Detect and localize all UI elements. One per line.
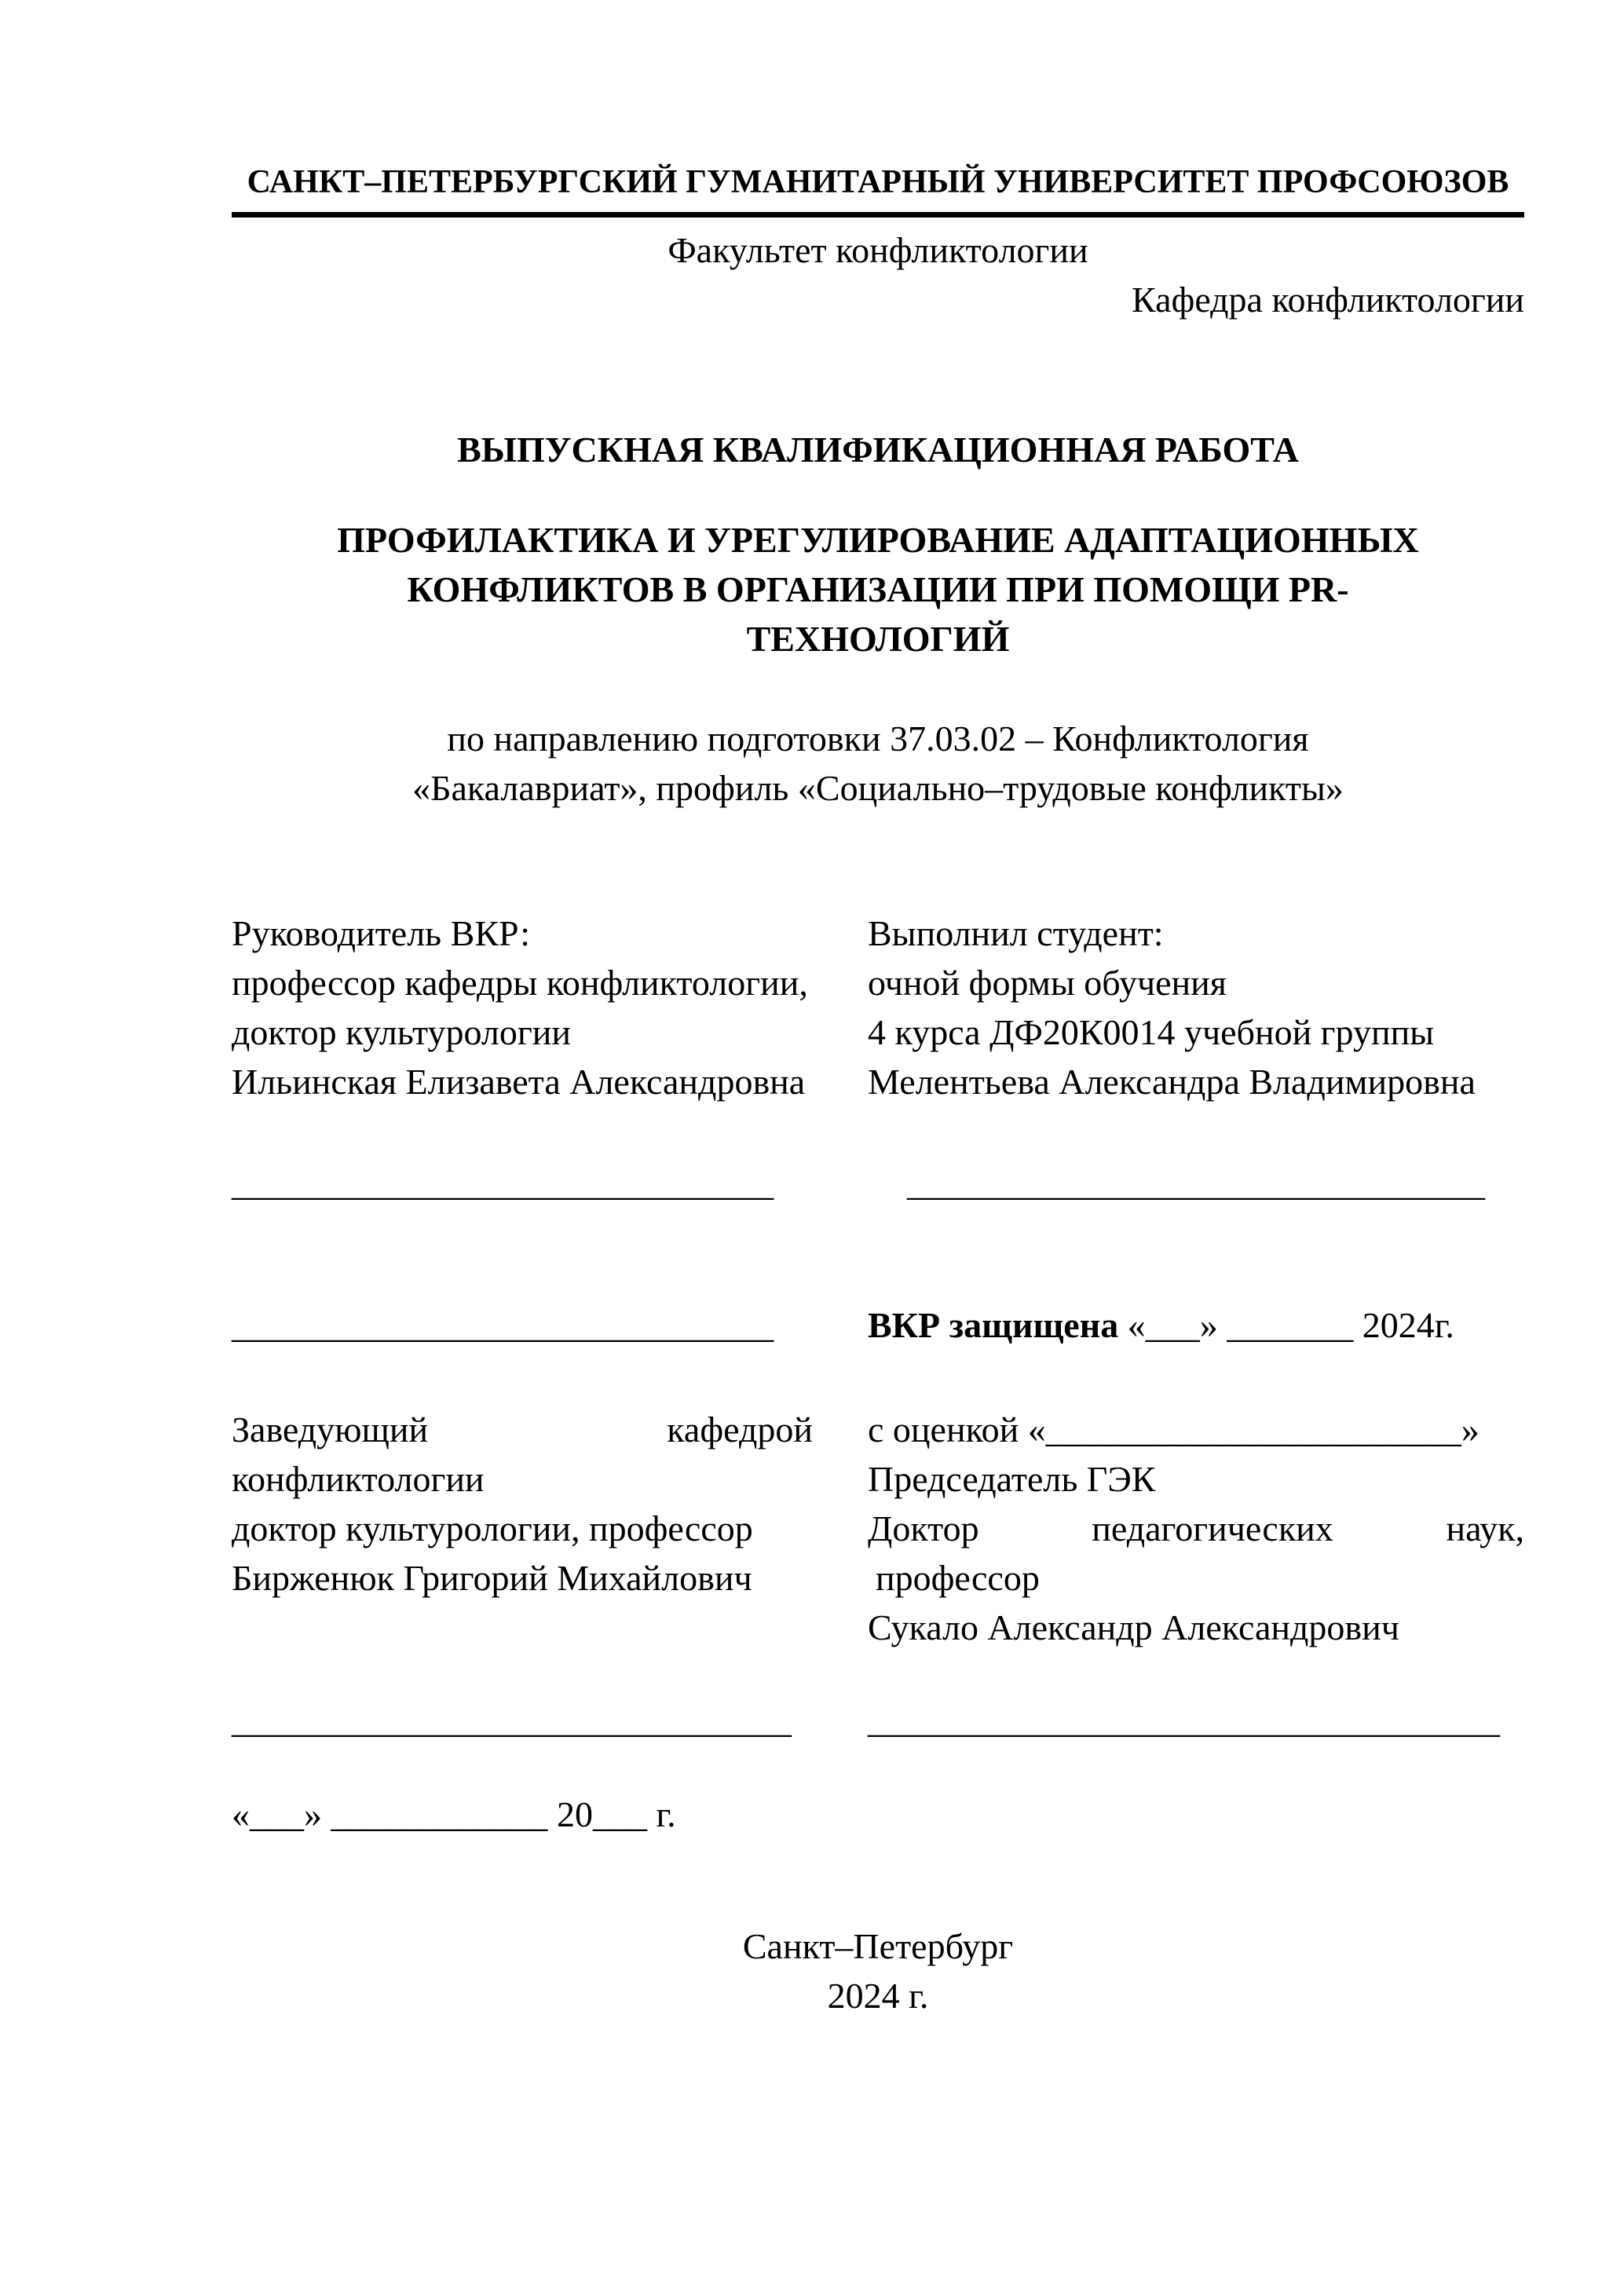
department-head-column <box>232 1405 868 1652</box>
supervisor-degree: доктор культурологии <box>232 1012 571 1052</box>
footer-city: Санкт–Петербург <box>742 1926 1014 1966</box>
student-role-label: Выполнил студент: <box>868 913 1164 953</box>
chairman-degree-word-3: наук, <box>1446 1508 1524 1548</box>
supervisor-signature-cell <box>232 1158 868 1208</box>
department-head-name: Бирженюк Григорий Михайлович <box>232 1558 752 1598</box>
department-head-degree: доктор культурологии, профессор <box>232 1508 753 1548</box>
student-signature-line: ________________________________ <box>907 1163 1485 1203</box>
department-head-signature-line: _______________________________ <box>232 1700 792 1740</box>
gek-chairman-degree <box>868 1504 1524 1553</box>
supervisor-name: Ильинская Елизавета Александровна <box>232 1062 806 1102</box>
university-name: САНКТ–ПЕТЕРБУРГСКИЙ ГУМАНИТАРНЫЙ УНИВЕРСИТЕТ ПРОФСОЮЗОВ <box>247 164 1509 200</box>
department-head-title <box>232 1405 813 1454</box>
program-direction: по направлению подготовки 37.03.02 – Конфликтология <box>447 718 1309 759</box>
chairman-degree-word-1: Доктор <box>868 1508 979 1548</box>
defense-date-blank: «___» _______ 2024г. <box>1127 1305 1454 1345</box>
grade-blank-line: с оценкой «_______________________» <box>868 1409 1480 1450</box>
signature-row-2 <box>232 1695 1524 1745</box>
student-column <box>868 909 1524 1106</box>
gek-chairman-signature-line: ___________________________________ <box>868 1700 1500 1740</box>
thesis-title-line-3: ТЕХНОЛОГИЙ <box>746 619 1010 659</box>
program-info <box>232 714 1524 813</box>
gek-chairman-degree-line-2: профессор <box>876 1558 1040 1598</box>
head-signature-line: ______________________________ <box>232 1305 774 1345</box>
chairman-degree-word-2: педагогических <box>1092 1508 1333 1548</box>
department-head-signature-cell <box>232 1695 868 1745</box>
supervisor-role-label: Руководитель ВКР: <box>232 913 531 953</box>
gek-chairman-name: Сукало Александр Александрович <box>868 1607 1399 1647</box>
footer-year: 2024 г. <box>827 1976 929 2016</box>
student-signature-cell <box>868 1158 1524 1208</box>
supervisor-column <box>232 909 868 1106</box>
university-header <box>232 161 1524 218</box>
program-profile: «Бакалавриат», профиль «Социально–трудовые конфликты» <box>412 768 1344 808</box>
defense-status-label: ВКР защищена <box>868 1305 1119 1345</box>
supervisor-position: профессор кафедры конфликтологии, <box>232 963 808 1003</box>
date-blank-line: «___» ____________ 20___ г. <box>232 1794 676 1834</box>
faculty-name: Факультет конфликтологии <box>668 230 1088 270</box>
thesis-title <box>232 515 1524 664</box>
student-name: Мелентьева Александра Владимировна <box>868 1062 1476 1102</box>
people-columns <box>232 909 1524 1106</box>
work-type-heading: ВЫПУСКНАЯ КВАЛИФИКАЦИОННАЯ РАБОТА <box>457 430 1299 470</box>
department-name: Кафедра конфликтологии <box>1132 280 1524 320</box>
defense-row <box>232 1300 1524 1350</box>
officials-block <box>232 1405 1524 1652</box>
student-group: 4 курса ДФ20К0014 учебной группы <box>868 1012 1435 1052</box>
gek-chairman-signature-cell <box>868 1695 1524 1745</box>
gek-chairman-column <box>868 1405 1524 1652</box>
defense-status-cell <box>868 1300 1524 1350</box>
department-head-title-line-2: конфликтологии <box>232 1459 485 1499</box>
department-head-title-word-2: кафедрой <box>667 1409 813 1450</box>
department-head-title-word-1: Заведующий <box>232 1409 429 1450</box>
supervisor-signature-line: ______________________________ <box>232 1163 774 1203</box>
student-study-form: очной формы обучения <box>868 963 1227 1003</box>
gek-chairman-title: Председатель ГЭК <box>868 1459 1156 1499</box>
signature-row-1 <box>232 1158 1524 1208</box>
thesis-title-line-1: ПРОФИЛАКТИКА И УРЕГУЛИРОВАНИЕ АДАПТАЦИОННЫХ <box>337 520 1419 560</box>
footer-city-block <box>232 1921 1524 2020</box>
head-signature-cell <box>232 1300 868 1350</box>
thesis-title-line-2: КОНФЛИКТОВ В ОРГАНИЗАЦИИ ПРИ ПОМОЩИ PR- <box>407 569 1349 609</box>
